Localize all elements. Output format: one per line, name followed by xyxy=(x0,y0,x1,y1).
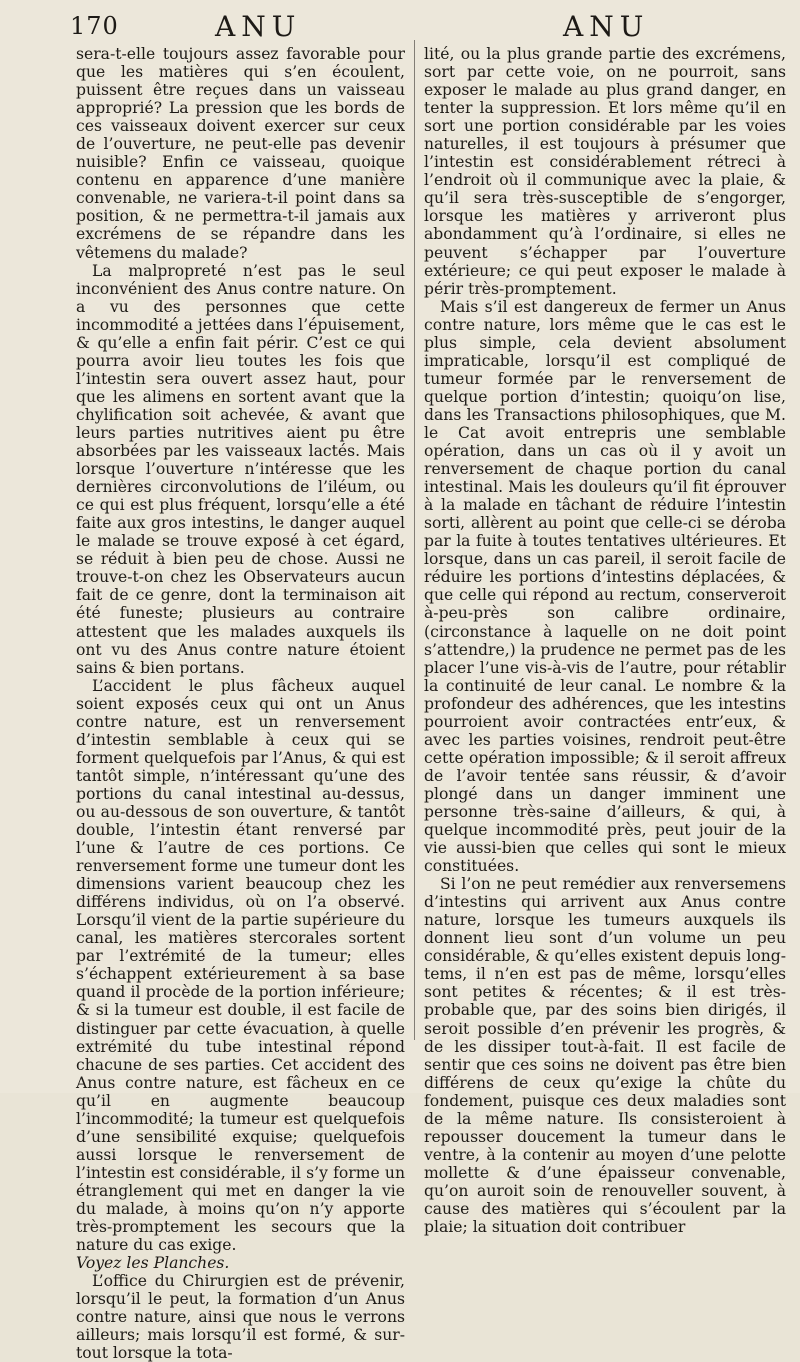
paragraph: La malpropreté n’est pas le seul inconvénient des Anus contre nature. On a vu des personnes que cette incommodité a jettées dans l’épuisement, & qu’elle a enfin fait périr. C’est ce qui pourra avoir lieu toutes les fois que l’intestin sera ouvert assez haut, pour que les alimens en sortent avant que la chylification soit achevée, & avant que leurs parties nutritives aient pu être absorbées par les vaisseaux lactés. Mais lorsque l’ouverture n’intéresse que les dernières circonvolutions de l’iléum, ou ce qui est plus fréquent, lorsqu’elle a été faite aux gros intestins, le danger auquel le malade se trouve exposé à cet égard, se réduit à bien peu de chose. Aussi ne trouve-t-on chez les Observateurs aucun fait de ce genre, dont la terminaison ait été funeste; plusieurs au contraire attestent que les malades auxquels ils ont vu des Anus contre nature étoient sains & bien portans. xyxy=(76,261,405,677)
paragraph: sera-t-elle toujours assez favorable pour que les matières qui s’en écoulent, puissent être reçues dans un vaisseau approprié? La pression que les bords de ces vaisseaux doivent exercer sur ceux de l’ouverture, ne peut-elle pas devenir nuisible? Enfin ce vaisseau, quoique contenu en apparence d’une manière convenable, ne variera-t-il point dans sa position, & ne permettra-t-il jamais aux excrémens de se répandre dans les vêtemens du malade? xyxy=(76,45,405,262)
paragraph: Mais s’il est dangereux de fermer un Anus contre nature, lors même que le cas est le plus simple, cela devient absolument impraticable, lorsqu’il est compliqué de tumeur formée par le renversement de quelque portion d’intestin; quoiqu’on lise, dans les Transactions philosophiques, que M. le Cat avoit entrepris une semblable opération, dans un cas où il y avoit un renversement de chaque portion du canal intestinal. Mais les douleurs qu’il fit éprouver à la malade en tâchant de réduire l’intestin sorti, allèrent au point que celle-ci se déroba par la fuite à toutes tentatives ultérieures. Et lorsque, dans un cas pareil, il seroit facile de réduire les portions d’intestins déplacées, & que celle qui répond au rectum, conserveroit à-peu-près son calibre ordinaire, (circonstance à laquelle on ne doit point s’attendre,) la prudence ne permet pas de les placer l’une vis-à-vis de l’autre, pour rétablir la continuité de leur canal. Le nombre & la profondeur des adhérences, que les intestins pourroient avoir contractées entr’eux, & avec les parties voisines, rendroit peut-être cette opération impossible; & il seroit affreux de l’avoir tentée sans réussir, & d’avoir plongé dans un danger imminent une personne très-saine d’ailleurs, & qui, à quelque incommodité près, peut jouir de la vie aussi-bien que celles qui sont le mieux constituées. xyxy=(424,297,786,876)
left-column xyxy=(76,45,405,1362)
column-divider xyxy=(414,40,415,1040)
plate-reference: Voyez les Planches. xyxy=(76,1254,230,1273)
page-header xyxy=(0,10,800,44)
right-column xyxy=(424,45,786,1237)
paragraph: Si l’on ne peut remédier aux renversemens d’intestins qui arrivent aux Anus contre nature, lorsque les tumeurs auxquels ils donnent lieu sont d’un volume un peu considérable, & qu’elles existent depuis long-tems, il n’en est pas de même, lorsqu’elles sont petites & récentes; & il est très-probable que, par des soins bien dirigés, il seroit possible d’en prévenir les progrès, & de les dissiper tout-à-fait. Il est facile de sentir que ces soins ne doivent pas être bien différens de ceux qu’exige la chûte du fondement, puisque ces deux maladies sont de la même nature. Ils consisteroient à repousser doucement la tumeur dans le ventre, à la contenir au moyen d’une pelotte mollette & d’une épaisseur convenable, qu’on auroit soin de renouveller souvent, à cause des matières qui s’écoulent par la plaie; la situation doit contribuer xyxy=(424,875,786,1237)
paragraph: L’office du Chirurgien est de prévenir, lorsqu’il le peut, la formation d’un Anus contre nature, ainsi que nous le verrons ailleurs; mais lorsqu’il est formé, & sur-tout lorsque la tota- xyxy=(76,1272,405,1362)
paragraph: lité, ou la plus grande partie des excrémens, sort par cette voie, on ne pourroit, sans exposer le malade au plus grand danger, en tenter la suppression. Et lors même qu’il en sort une portion considérable par les voies naturelles, il est toujours à présumer que l’intestin est considérablement rétreci à l’endroit où il communique avec la plaie, & qu’il sera très-susceptible de s’engorger, lorsque les matières y arriveront plus abondamment qu’à l’ordinaire, si elles ne peuvent s’échapper par l’ouverture extérieure; ce qui peut exposer le malade à périr très-promptement. xyxy=(424,45,786,298)
running-head-right: ANU xyxy=(563,10,650,43)
running-head-left: ANU xyxy=(215,10,302,43)
page-number: 170 xyxy=(70,12,119,40)
paragraph: L’accident le plus fâcheux auquel soient exposés ceux qui ont un Anus contre nature, est un renversement d’intestin semblable à ceux qui se forment quelquefois par l’Anus, & qui est tantôt simple, n’intéressant qu’une des portions du canal intestinal au-dessus, ou au-dessous de son ouverture, & tantôt double, l’intestin étant renversé par l’une & l’autre de ces portions. Ce renversement forme une tumeur dont les dimensions varient beaucoup chez les différens individus, où on l’a observé. Lorsqu’il vient de la partie supérieure du canal, les matières stercorales sortent par l’extrémité de la tumeur; elles s’échappent extérieurement à sa base quand il procède de la portion inférieure; & si la tumeur est double, il est facile de distinguer par cette évacuation, à quelle extrémité du tube intestinal répond chacune de ses parties. Cet accident des Anus contre nature, est fâcheux en ce qu’il en augmente beaucoup l’incommodité; la tumeur est quelquefois d’une sensibilité exquise; quelquefois aussi lorsque le renversement de l’intestin est considérable, il s’y forme un étranglement qui met en danger la vie du malade, à moins qu’on n’y apporte très-promptement les secours que la nature du cas exige. xyxy=(76,676,405,1255)
